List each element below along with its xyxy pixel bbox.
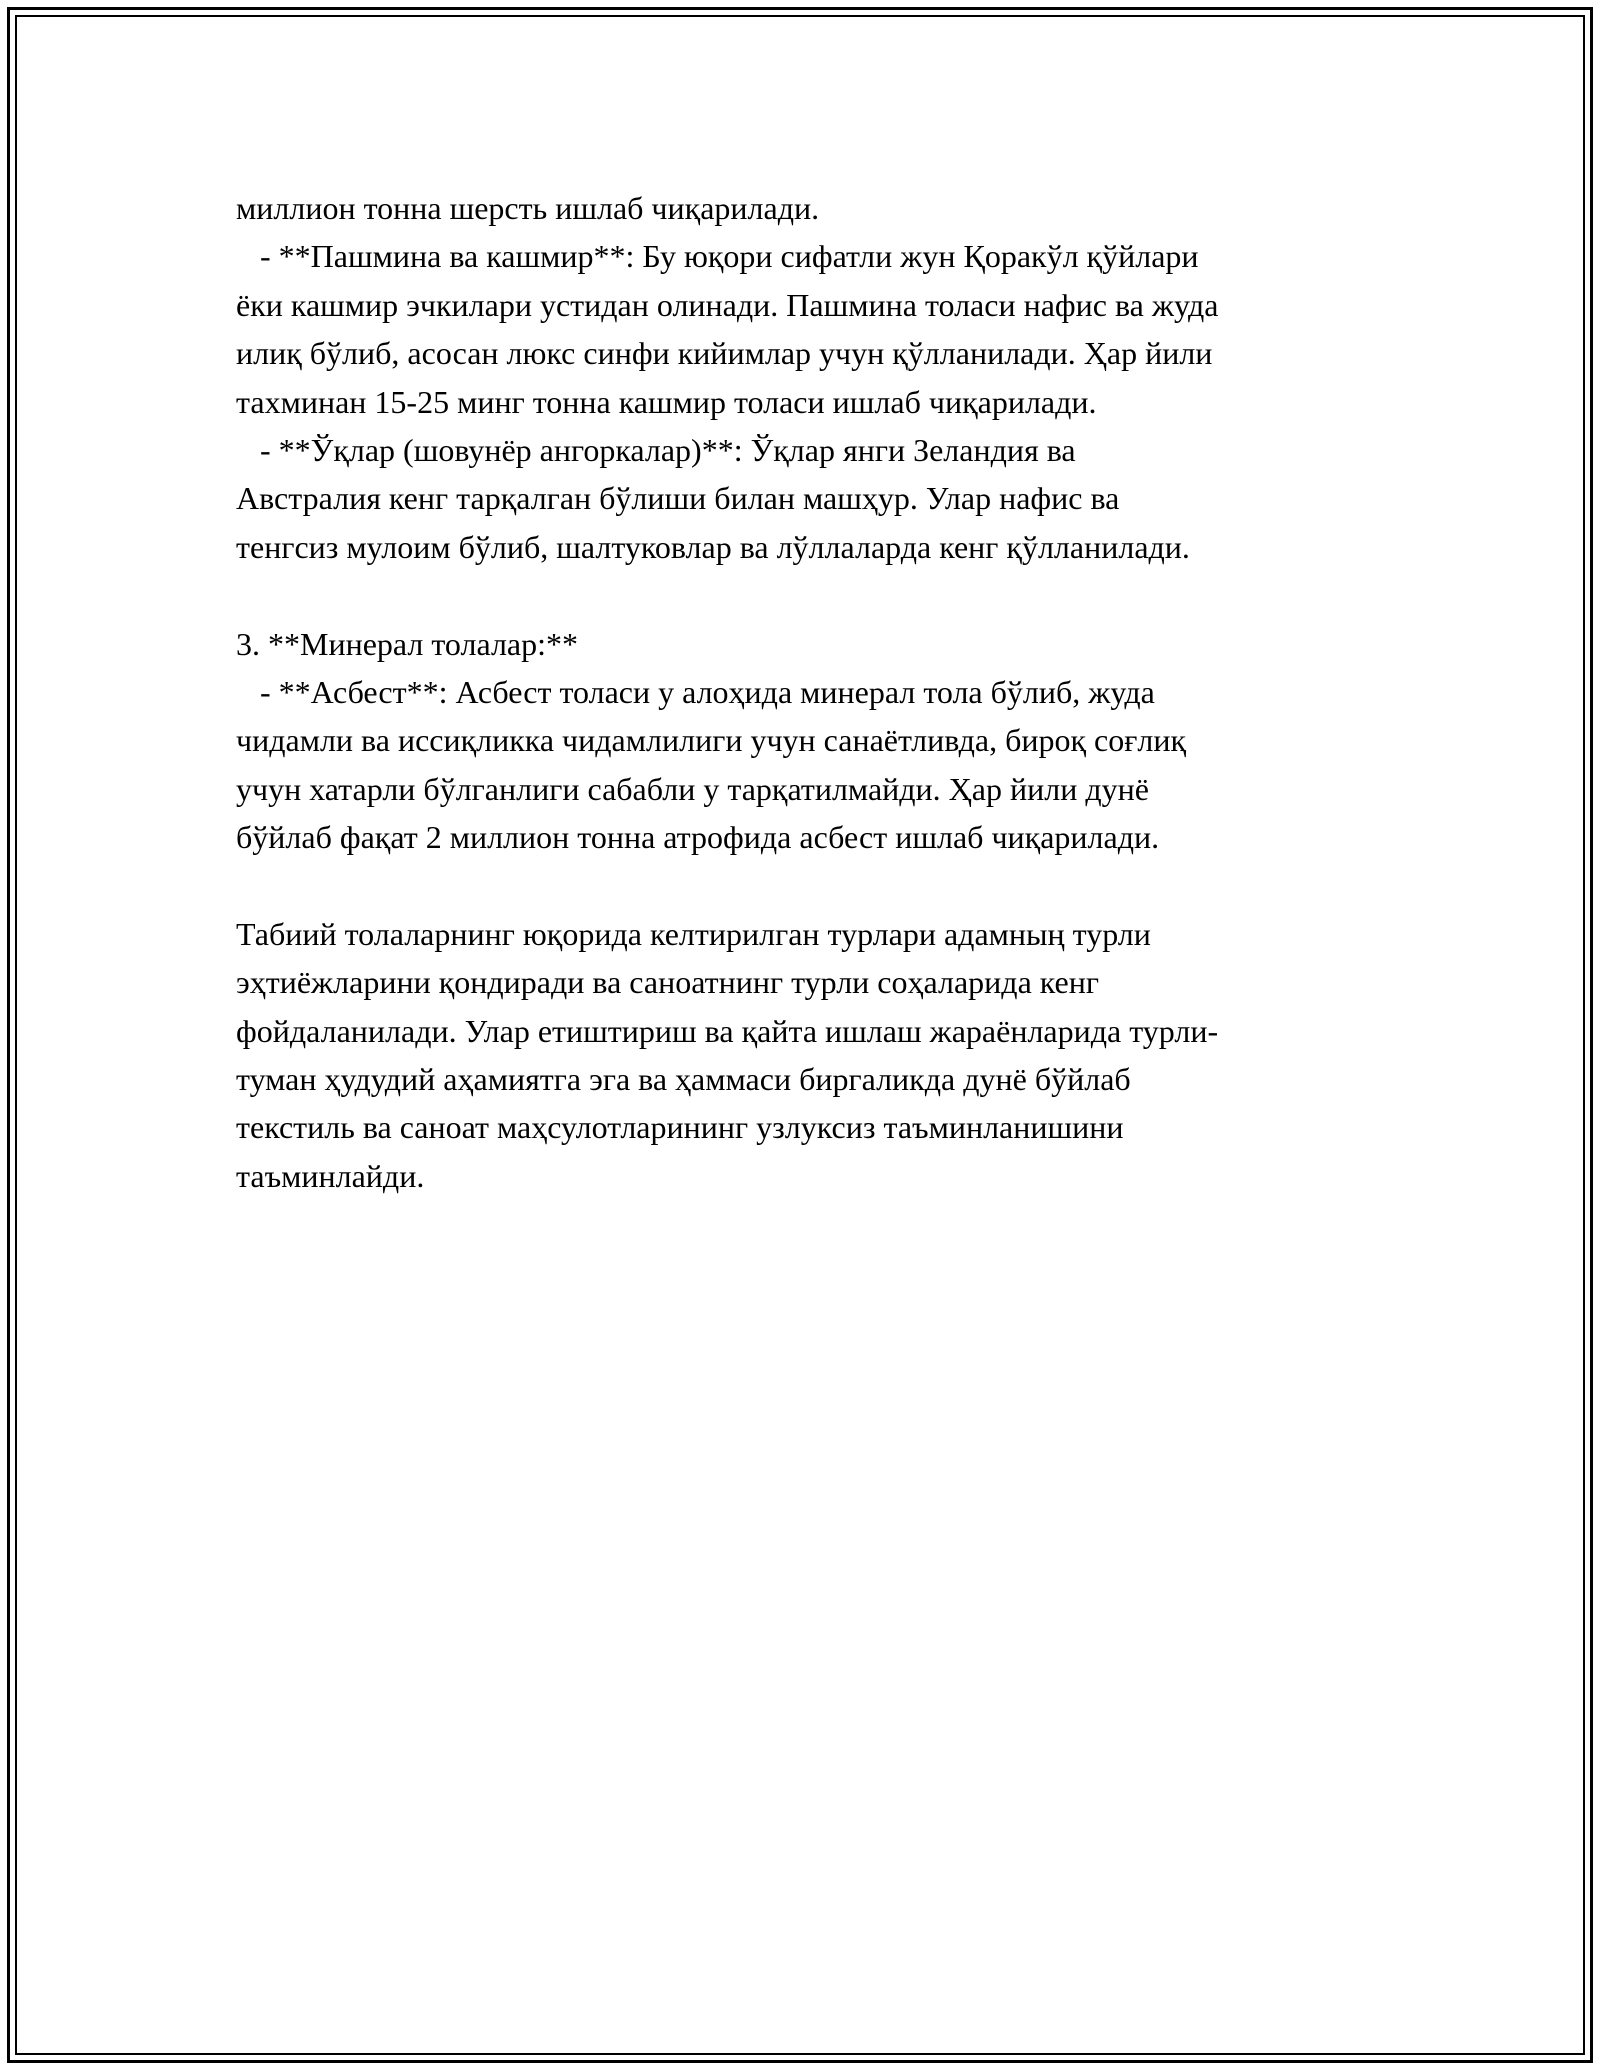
text-line: фойдаланилади. Улар етиштириш ва қайта ишлаш жараёнларида турли- <box>236 1012 1219 1049</box>
text-line: текстиль ва саноат маҳсулотларининг узлуксиз таъминланишини <box>236 1109 1124 1146</box>
text-line: эҳтиёжларини қондиради ва саноатнинг турли соҳаларида кенг <box>236 964 1099 1001</box>
text-line: Австралия кенг тарқалган бўлиши билан машҳур. Улар нафис ва <box>236 480 1120 517</box>
text-line: тенгсиз мулоим бўлиб, шалтуковлар ва лўллаларда кенг қўлланилади. <box>236 528 1190 565</box>
text-line: - **Ўқлар (шовунёр ангоркалар)**: Ўқлар янги Зеландия ва <box>236 431 1076 468</box>
paragraph-gap <box>236 571 1386 619</box>
text-line: ёки кашмир эчкилари устидан олинади. Пашмина толаси нафис ва жуда <box>236 286 1219 323</box>
text-line: туман ҳудудий аҳамиятга эга ва ҳаммаси биргаликда дунё бўйлаб <box>236 1061 1131 1098</box>
text-line: Табиий толаларнинг юқорида келтирилган турлари адамның турли <box>236 915 1151 952</box>
text-line: учун хатарли бўлганлиги сабабли у тарқатилмайди. Ҳар йили дунё <box>236 770 1149 807</box>
text-line: бўйлаб фақат 2 миллион тонна атрофида асбест ишлаб чиқарилади. <box>236 819 1160 856</box>
text-line: миллион тонна шерсть ишлаб чиқарилади. <box>236 190 820 226</box>
text-line: тахминан 15-25 минг тонна кашмир толаси ишлаб чиқарилади. <box>236 383 1097 420</box>
paragraph-gap <box>236 861 1386 909</box>
text-line: - **Пашмина ва кашмир**: Бу юқори сифатли жун Қоракўл қўйлари <box>236 238 1199 275</box>
text-line: таъминлайди. <box>236 1157 425 1194</box>
text-line: - **Асбест**: Асбест толаси у алоҳида минерал тола бўлиб, жуда <box>236 673 1155 710</box>
section-heading: 3. **Минерал толалар:** <box>236 625 579 662</box>
document-body <box>236 184 1386 1200</box>
text-line: чидамли ва иссиқликка чидамлилиги учун санаётливда, бироқ соғлиқ <box>236 722 1186 759</box>
text-line: илиқ бўлиб, асосан люкс синфи кийимлар учун қўлланилади. Ҳар йили <box>236 335 1213 372</box>
